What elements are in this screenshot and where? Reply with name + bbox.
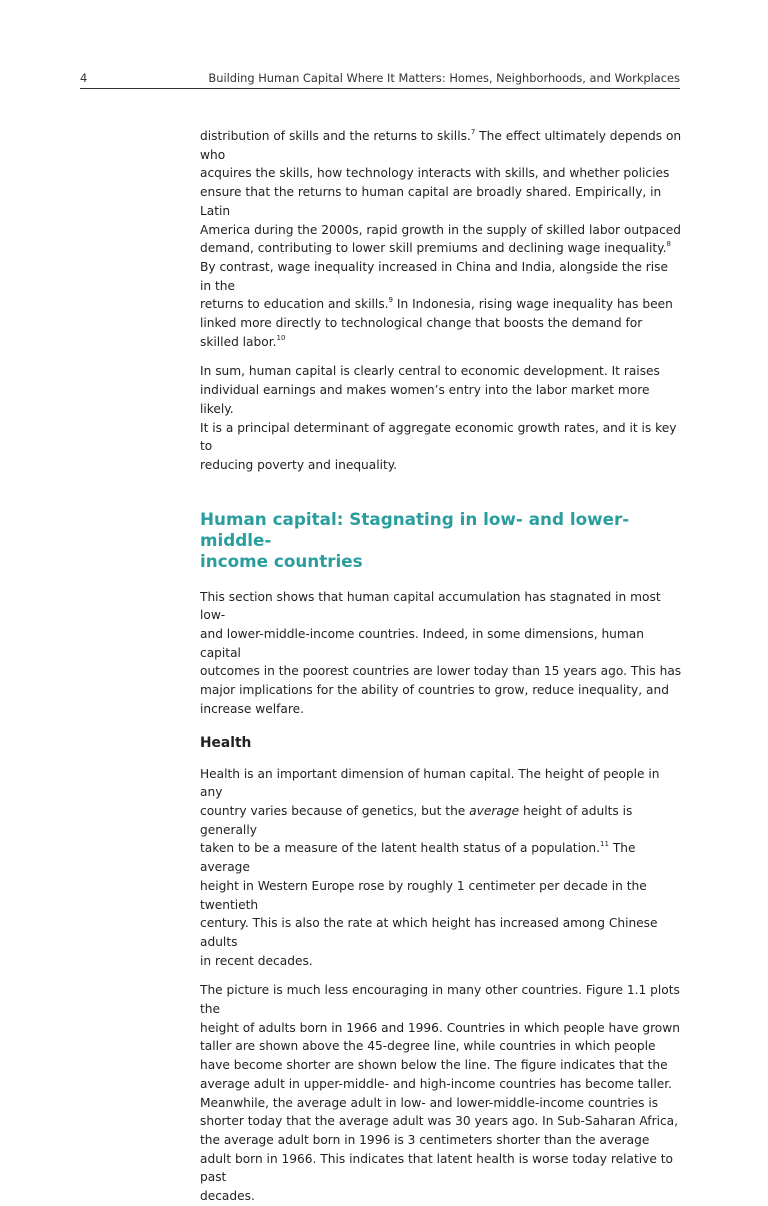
section-heading: Human capital: Stagnating in low- and lower-middle- income countries [200,508,630,571]
subsection-heading-health: Health [200,734,252,751]
footnote-ref-10[interactable]: 10 [276,333,286,342]
footnote-ref-11[interactable]: 11 [600,840,609,849]
running-header [80,70,680,89]
footnote-ref-9[interactable]: 9 [388,296,394,305]
paragraph-height-trends: The picture is much less encouraging in many other countries. Figure 1.1 plots the height of adults born in 1966 and 1996. Countries in which people have grown taller are shown above the 45-degree line, while countries in which people have become shorter are shown below the line. The figure indicates that the average adult in upper-middle- and high-income countries has become taller. Meanwhile, the average adult in low- and lower-middle-income countries is shorter today that the average adult was 30 years ago. In Sub-Saharan Africa, the average adult born in 1996 is 3 centimeters shorter than the average adult born in 1966. This indicates that latent health is worse today relative to past decades. [200,983,680,1204]
running-title: Building Human Capital Where It Matters: Homes, Neighborhoods, and Workplaces [208,71,680,85]
paragraph-skills-returns: distribution of skills and the returns to skills.$^7$ The effect ultimately depends on who acquires the skills, how technology interacts with skills, and whether policies ensure that the returns to human capital are broadly shared. Empirically, in Latin America during the 2000s, rapid growth in the supply of skilled labor outpaced demand, contributing to lower skill premiums and declining wage inequality.$^8$ By contrast, wage inequality increased in China and India, alongside the rise in the returns to education and skills.$^9$ In Indonesia, rising wage inequality has been linked more directly to technological change that boosts the demand for skilled labor.$^{10}$ [200,127,682,349]
figure-1-1-link[interactable]: Figure 1.1 [585,983,647,998]
footnote-ref-7[interactable]: 7 [470,127,476,136]
paragraph-summary: In sum, human capital is clearly central to economic development. It raises individual earnings and makes women’s entry into the labor market more likely. It is a principal determinant of aggregate economic growth rates, and it is key to reducing poverty and inequality. [200,364,677,472]
footnote-ref-8[interactable]: 8 [666,240,672,249]
page-number: 4 [80,71,88,85]
paragraph-section-intro: This section shows that human capital accumulation has stagnated in most low- and lower-middle-income countries. Indeed, in some dimensions, human capital outcomes in the poorest countries are lower today than 15 years ago. This has major implications for the ability of countries to grow, reduce inequality, and increase welfare. [200,589,682,716]
paragraph-health-height: Health is an important dimension of human capital. The height of people in any country varies because of genetics, but the average height of adults is generally taken to be a measure of the latent health status of a population.$^{11}$ The average height in Western Europe rose by roughly 1 centimeter per decade in the twentieth century. This is also the rate at which height has increased among Chinese adults in recent decades. [200,766,660,968]
emphasis-average: average [469,803,520,818]
body-content [200,127,682,1206]
